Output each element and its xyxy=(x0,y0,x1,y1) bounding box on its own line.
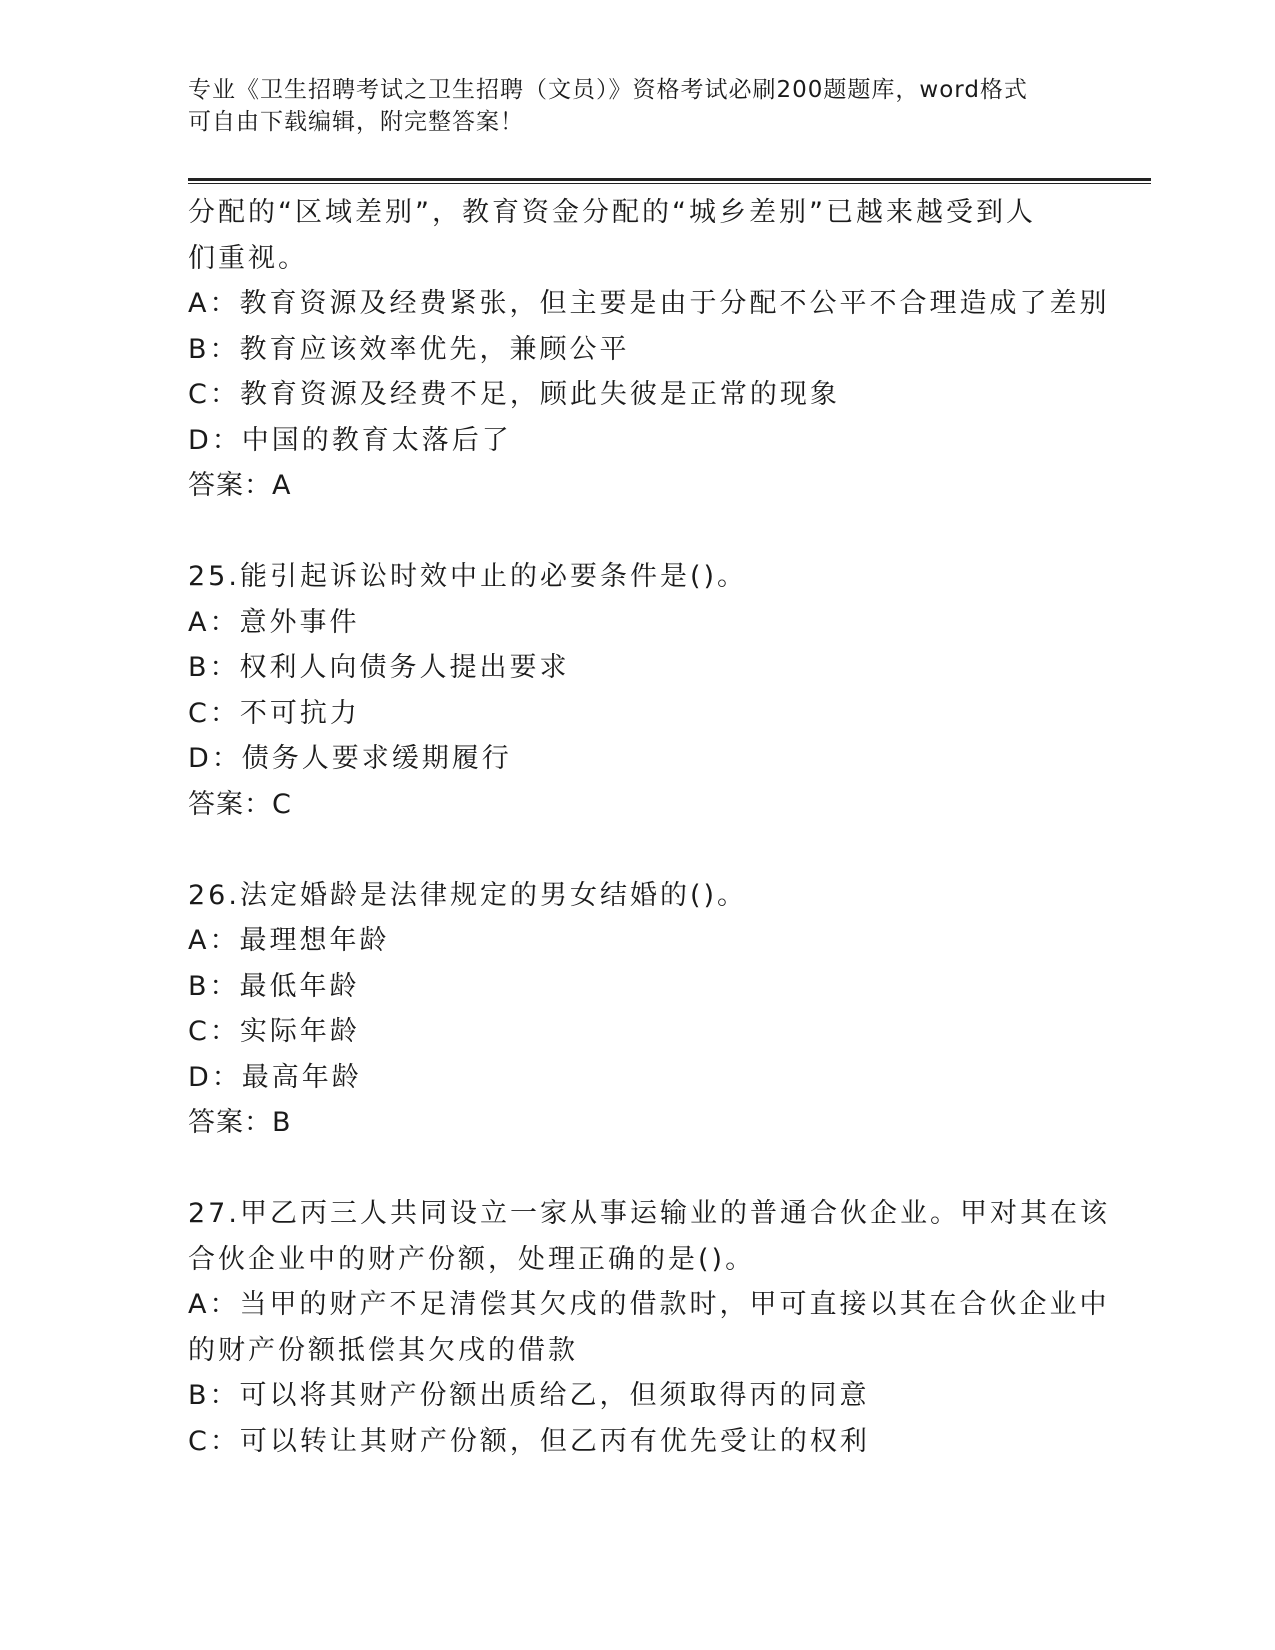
question-25 xyxy=(188,554,1088,827)
question-list xyxy=(188,190,1110,1464)
question-24-continued xyxy=(188,190,1110,509)
option-d: D：债务人要求缓期履行 xyxy=(188,743,512,774)
header-divider-thin xyxy=(188,183,1151,184)
spacer xyxy=(188,509,1088,555)
question-stem-line: 27.甲乙丙三人共同设立一家从事运输业的普通合伙企业。甲对其在该 xyxy=(188,1198,1110,1229)
spacer xyxy=(188,1146,1088,1192)
option-d: D：最高年龄 xyxy=(188,1061,362,1093)
option-a: A：意外事件 xyxy=(188,606,360,638)
answer-line: 答案：B xyxy=(188,1107,292,1138)
question-27 xyxy=(188,1191,1110,1464)
document-header xyxy=(188,74,1088,138)
header-divider-thick xyxy=(188,178,1151,181)
option-b: B：最低年龄 xyxy=(188,970,360,1002)
question-26 xyxy=(188,873,1088,1146)
option-a: A：当甲的财产不足清偿其欠戌的借款时，甲可直接以其在合伙企业中 xyxy=(188,1289,1110,1320)
question-stem-line: 分配的“区域差别”，教育资金分配的“城乡差别”已越来越受到人 xyxy=(188,197,1036,228)
header-line-1: 专业《卫生招聘考试之卫生招聘（文员）》资格考试必刷200题题库，word格式 xyxy=(188,77,1028,103)
option-b: B：教育应该效率优先，兼顾公平 xyxy=(188,333,630,365)
spacer xyxy=(188,827,1088,873)
answer-line: 答案：C xyxy=(188,788,292,820)
option-b: B：权利人向债务人提出要求 xyxy=(188,652,570,683)
option-b: B：可以将其财产份额出质给乙，但须取得丙的同意 xyxy=(188,1380,870,1411)
question-stem: 25.能引起诉讼时效中止的必要条件是()。 xyxy=(188,561,748,592)
option-d: D：中国的教育太落后了 xyxy=(188,424,512,456)
option-a: A：最理想年龄 xyxy=(188,925,390,956)
header-line-2: 可自由下载编辑，附完整答案！ xyxy=(188,109,524,135)
option-c: C：教育资源及经费不足，顾此失彼是正常的现象 xyxy=(188,379,840,410)
question-stem-line: 合伙企业中的财产份额，处理正确的是()。 xyxy=(188,1243,756,1275)
option-c: C：实际年龄 xyxy=(188,1016,360,1047)
option-a-continued: 的财产份额抵偿其欠戌的借款 xyxy=(188,1334,578,1366)
option-a: A：教育资源及经费紧张，但主要是由于分配不公平不合理造成了差别 xyxy=(188,288,1110,319)
question-stem: 26.法定婚龄是法律规定的男女结婚的()。 xyxy=(188,879,748,911)
question-stem-line: 们重视。 xyxy=(188,242,308,274)
option-c: C：可以转让其财产份额，但乙丙有优先受让的权利 xyxy=(188,1425,870,1457)
option-c: C：不可抗力 xyxy=(188,697,360,729)
answer-line: 答案：A xyxy=(188,470,292,501)
